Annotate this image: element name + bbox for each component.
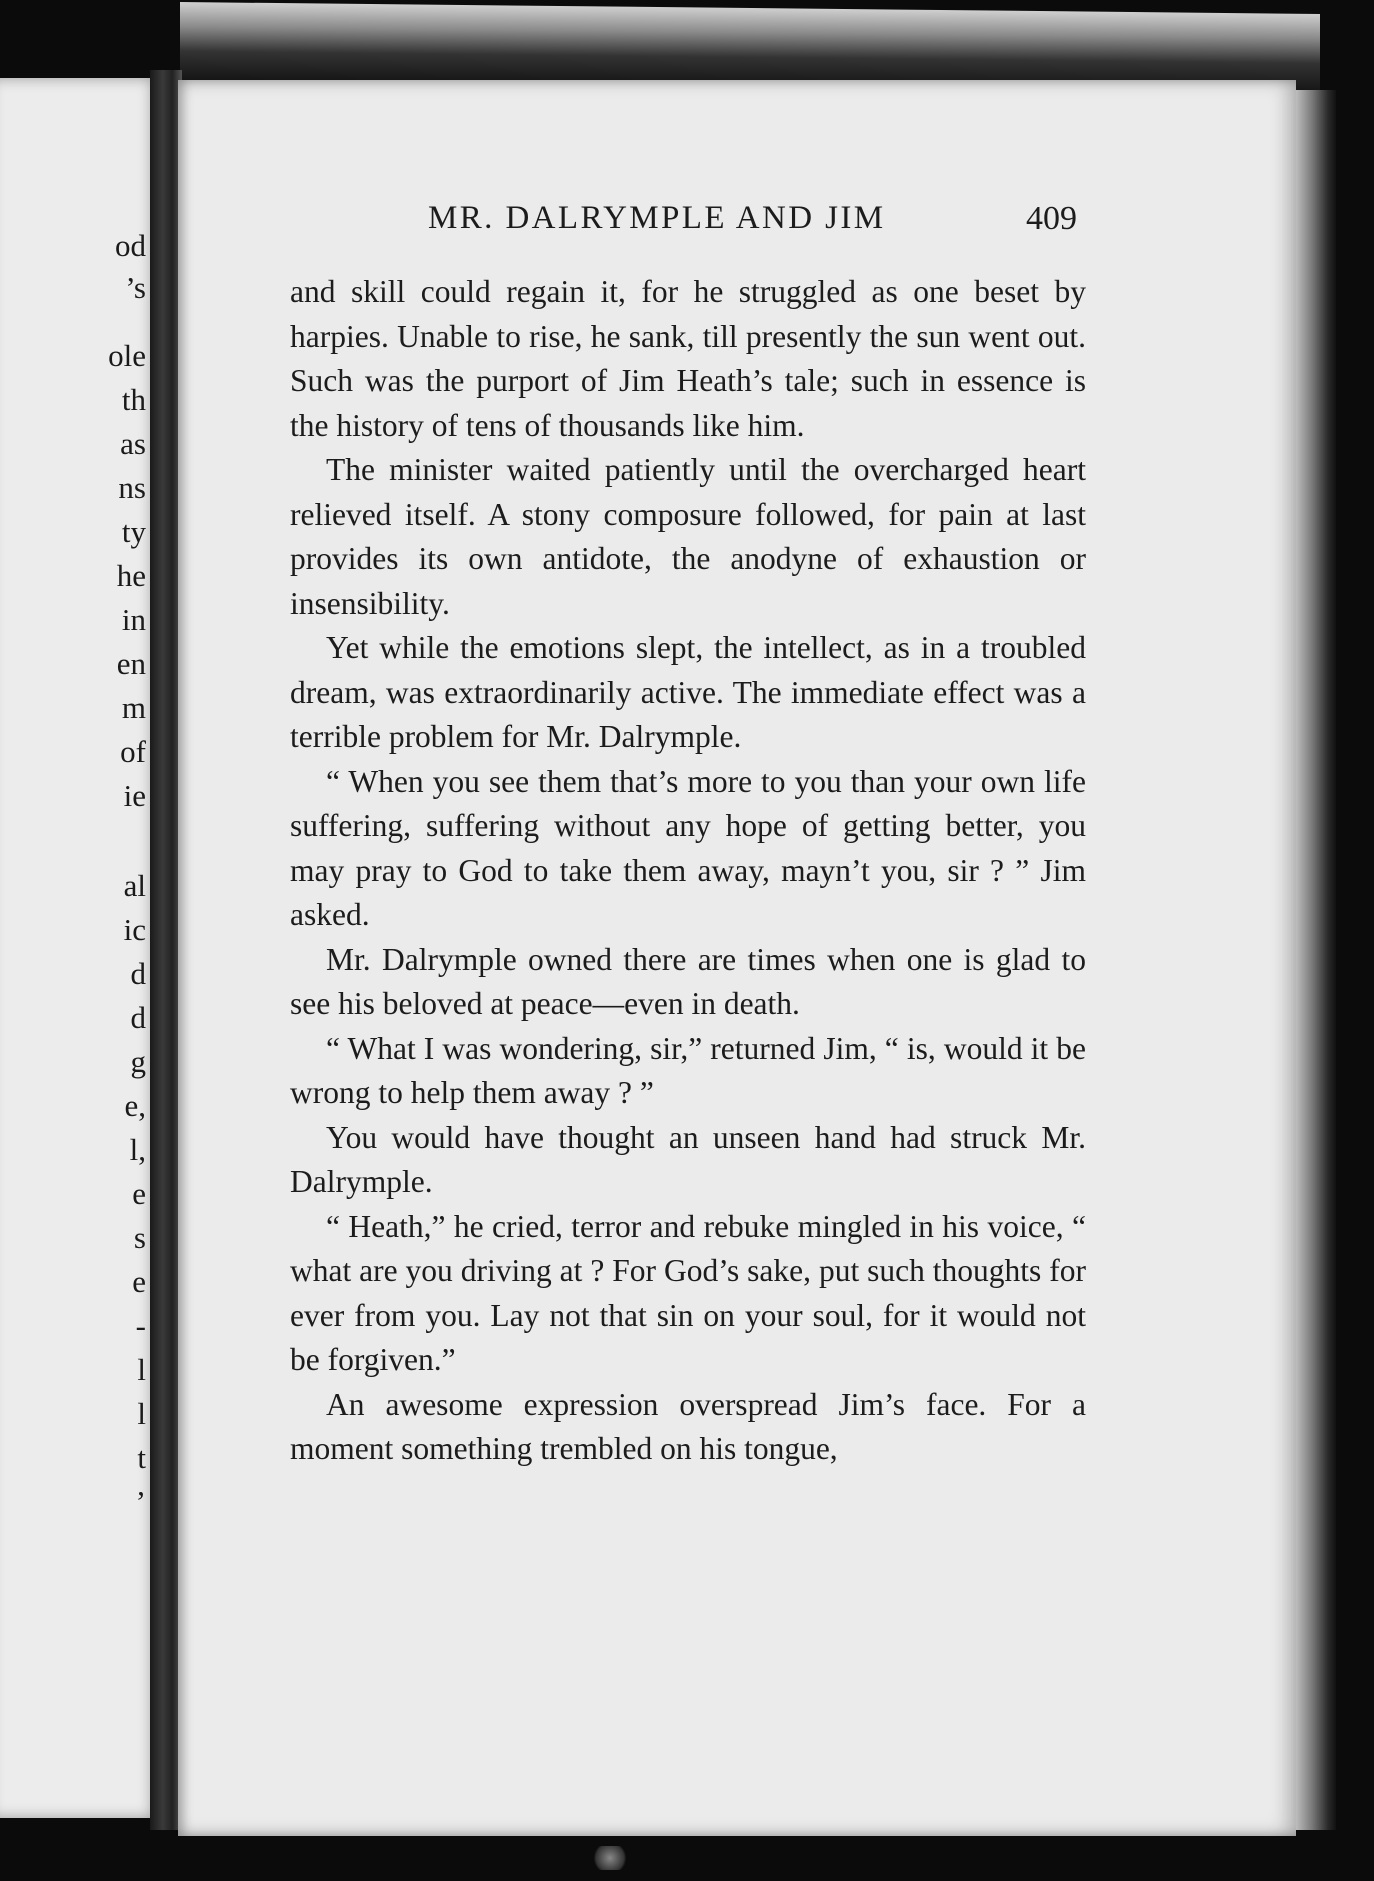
left-fragment: ic	[123, 912, 146, 947]
left-fragment: d	[130, 956, 146, 991]
left-fragment: e	[132, 1264, 146, 1299]
left-fragment: l,	[129, 1132, 146, 1167]
left-fragment: s	[133, 1220, 146, 1255]
body-text	[290, 270, 1086, 1472]
paragraph: Mr. Dalrymple owned there are times when one is glad to see his beloved at peace—even in death.	[290, 941, 1086, 1021]
left-fragment: of	[120, 734, 146, 769]
paragraph: An awesome expression overspread Jim’s face. For a moment something trembled on his tongue,	[290, 1386, 1086, 1466]
left-fragment: m	[121, 690, 146, 725]
left-fragment: l	[137, 1396, 146, 1431]
left-fragment: t	[137, 1440, 146, 1475]
left-fragment: g	[130, 1044, 146, 1079]
left-fragment: en	[116, 646, 146, 681]
page-number: 409	[1026, 200, 1077, 237]
left-fragment: ie	[123, 778, 146, 813]
left-fragment: ty	[121, 514, 146, 549]
left-fragment: he	[116, 558, 146, 593]
left-fragment: -	[135, 1308, 146, 1343]
scan-smudge	[590, 1846, 630, 1870]
left-fragment: as	[120, 426, 146, 461]
previous-page-sliver	[0, 78, 162, 1818]
paragraph: Yet while the emotions slept, the intellect, as in a troubled dream, was extraordinarily active. The immediate effect was a terrible problem for Mr. Dalrymple.	[290, 630, 1086, 754]
page-edge	[1296, 90, 1336, 1830]
paragraph: You would have thought an unseen hand had struck Mr. Dalrymple.	[290, 1119, 1086, 1199]
left-fragment: ole	[108, 338, 146, 373]
left-fragment: in	[121, 602, 146, 637]
left-fragment: ’s	[125, 270, 146, 305]
left-fragment: ’	[135, 1484, 146, 1519]
left-fragment: ns	[118, 470, 146, 505]
left-fragment: d	[130, 1000, 146, 1035]
left-fragment: e	[132, 1176, 146, 1211]
left-fragment: e,	[124, 1088, 146, 1123]
paragraph: “ What I was wondering, sir,” returned Jim, “ is, would it be wrong to help them away ? ”	[290, 1030, 1086, 1110]
left-fragment: al	[123, 868, 146, 903]
left-fragment: l	[137, 1352, 146, 1387]
running-head: MR. DALRYMPLE AND JIM	[428, 200, 886, 236]
paragraph: “ Heath,” he cried, terror and rebuke mingled in his voice, “ what are you driving at ? For God’s sake, put such thoughts for ever from you. Lay not that sin on your soul, for it would not be forgiven.”	[290, 1208, 1086, 1377]
paragraph: The minister waited patiently until the overcharged heart relieved itself. A stony composure followed, for pain at last provides its own antidote, the anodyne of exhaustion or insensibility.	[290, 452, 1086, 621]
paragraph: “ When you see them that’s more to you than your own life suffering, suffering without any hope of getting better, you may pray to God to take them away, mayn’t you, sir ? ” Jim asked.	[290, 763, 1086, 932]
left-fragment: th	[121, 382, 146, 417]
paragraph: and skill could regain it, for he struggled as one beset by harpies. Unable to rise, he sank, till presently the sun went out. Such was the purport of Jim Heath’s tale; such in essence is the history of tens of thousands like him.	[290, 274, 1086, 443]
left-fragment: od	[115, 228, 146, 263]
